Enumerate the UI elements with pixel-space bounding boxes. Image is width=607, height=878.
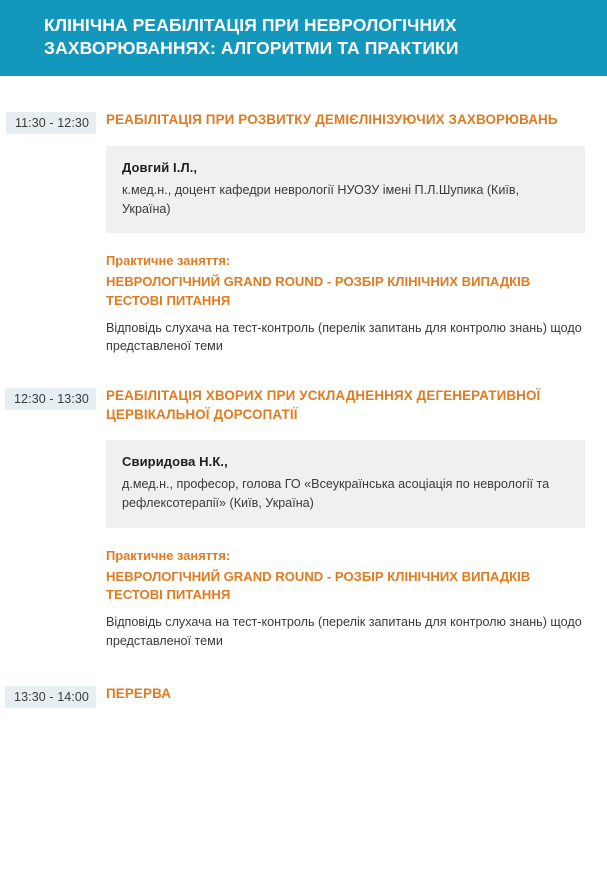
- session-title: РЕАБІЛІТАЦІЯ ПРИ РОЗВИТКУ ДЕМІЄЛІНІЗУЮЧИХ ЗАХВОРЮВАНЬ: [106, 112, 558, 128]
- speaker-description: к.мед.н., доцент кафедри неврології НУОЗУ імені П.Л.Шупика (Київ, Україна): [122, 182, 520, 216]
- schedule-session: [0, 387, 607, 651]
- speaker-card: [106, 146, 585, 234]
- break-body: [106, 685, 607, 701]
- break-time-cell: [0, 685, 106, 708]
- session-time-badge: 12:30 - 13:30: [5, 388, 96, 410]
- practice-block: [106, 253, 585, 356]
- session-title: РЕАБІЛІТАЦІЯ ХВОРИХ ПРИ УСКЛАДНЕННЯХ ДЕГЕНЕРАТИВНОЇ ЦЕРВІКАЛЬНОЇ ДОРСОПАТІЇ: [106, 388, 541, 422]
- practice-note: Відповідь слухача на тест-контроль (перелік запитань для контролю знань) щодо представленої теми: [106, 320, 582, 354]
- schedule-list: [0, 111, 607, 708]
- session-body: [106, 111, 607, 356]
- session-body: [106, 387, 607, 651]
- speaker-description: д.мед.н., професор, голова ГО «Всеукраїнська асоціація по неврології та рефлексотерапії» (Київ, Україна): [122, 477, 550, 511]
- session-time-cell: [0, 111, 106, 134]
- schedule-break: [0, 685, 607, 708]
- page-title: КЛІНІЧНА РЕАБІЛІТАЦІЯ ПРИ НЕВРОЛОГІЧНИХ ЗАХВОРЮВАННЯХ: АЛГОРИТМИ ТА ПРАКТИКИ: [44, 15, 459, 59]
- session-time-badge: 11:30 - 12:30: [6, 112, 96, 134]
- page-header: [0, 0, 607, 76]
- practice-title: НЕВРОЛОГІЧНИЙ GRAND ROUND - РОЗБІР КЛІНІЧНИХ ВИПАДКІВ ТЕСТОВІ ПИТАННЯ: [106, 569, 531, 603]
- practice-label: Практичне заняття:: [106, 548, 231, 564]
- practice-title: НЕВРОЛОГІЧНИЙ GRAND ROUND - РОЗБІР КЛІНІЧНИХ ВИПАДКІВ ТЕСТОВІ ПИТАННЯ: [106, 274, 531, 308]
- schedule-session: [0, 111, 607, 356]
- speaker-name: Довгий І.Л.,: [122, 159, 198, 175]
- practice-block: [106, 548, 585, 651]
- speaker-name: Свиридова Н.К.,: [122, 454, 228, 470]
- speaker-card: [106, 440, 585, 528]
- session-time-cell: [0, 387, 106, 410]
- break-title: ПЕРЕРВА: [106, 686, 172, 702]
- practice-note: Відповідь слухача на тест-контроль (перелік запитань для контролю знань) щодо представленої теми: [106, 615, 582, 649]
- break-time-badge: 13:30 - 14:00: [5, 686, 96, 708]
- practice-label: Практичне заняття:: [106, 253, 231, 269]
